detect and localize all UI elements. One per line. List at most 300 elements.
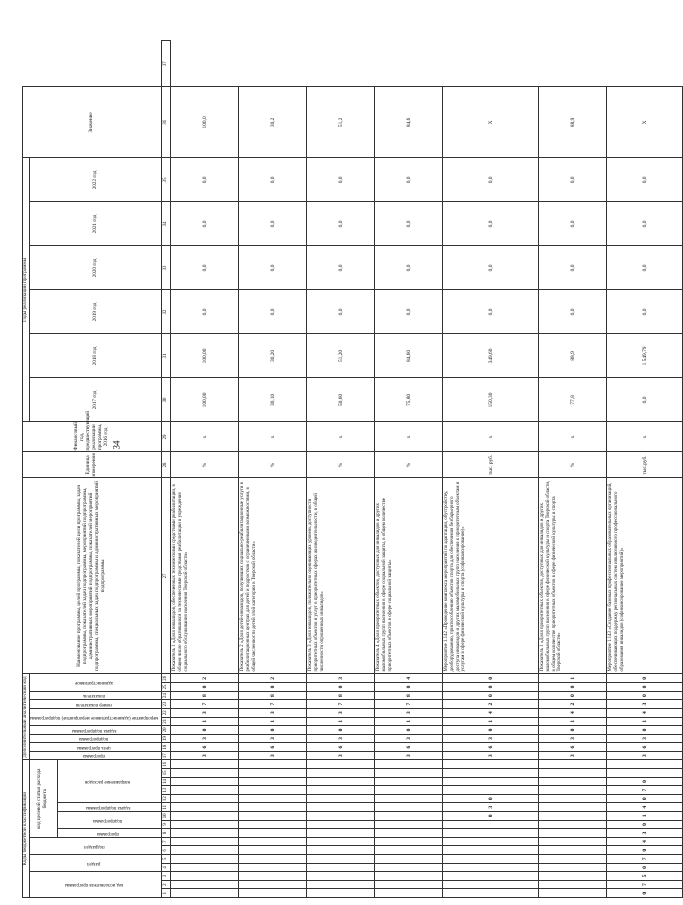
kbk-cell (239, 769, 307, 778)
kbk-cell: 0 (607, 820, 683, 829)
column-index: 28 (162, 452, 171, 478)
kbk-cell (375, 794, 443, 803)
kbk-cell (539, 889, 607, 898)
kbk-cell: 1 (607, 812, 683, 821)
addcode-cell: 0 (539, 691, 607, 700)
kbk-cell (443, 829, 539, 838)
addcode-cell: 0 (443, 674, 539, 683)
kbk-cell (375, 855, 443, 864)
year-value-cell: 1 549,79 (607, 334, 683, 378)
addcode-cell: 0 (375, 683, 443, 692)
addcode-cell: 0 (607, 683, 683, 692)
description-cell: Показатель 1 «Доля приоритетных объектов, доступных для инвалидов и других маломобильных групп населения в сфере физической культуры и спорта Тверской области, в общем количестве приоритетных объектов в сфере физической культуры и спорта Тверской области» (539, 478, 607, 674)
year-value-cell: 75,80 (375, 378, 443, 422)
kbk-cell (239, 820, 307, 829)
program-table (22, 40, 683, 898)
kbk-cell (171, 820, 239, 829)
year-value-cell: 0,0 (607, 378, 683, 422)
column-index: 30 (162, 378, 171, 422)
add-program: программа (29, 751, 161, 760)
years-header: Годы реализации программы (23, 158, 30, 422)
kbk-cell (239, 863, 307, 872)
kbk-cell (239, 889, 307, 898)
addcode-cell: 7 (239, 700, 307, 709)
kbk-cell (239, 872, 307, 881)
kbk-cell (307, 812, 375, 821)
kbk-subsection: подраздел (29, 837, 161, 854)
addcode-cell: 3 (375, 708, 443, 717)
addcode-cell: 0 (607, 726, 683, 735)
column-index: 21 (162, 717, 171, 726)
kbk-cell (171, 769, 239, 778)
fin-year-cell: х (607, 422, 683, 452)
year-value-cell: 88,9 (539, 334, 607, 378)
kbk-cell (239, 846, 307, 855)
addcode-cell: 1 (375, 717, 443, 726)
year-value-cell: 0,0 (607, 246, 683, 290)
final-value-cell: 88,9 (539, 87, 607, 158)
addcode-cell: 4 (607, 708, 683, 717)
final-value-cell: Х (607, 87, 683, 158)
kbk-cell (443, 872, 539, 881)
addcode-cell: 0 (307, 683, 375, 692)
year-value-cell: 0,0 (539, 290, 607, 334)
fin-year-cell: х (171, 422, 239, 452)
column-index: 27 (162, 478, 171, 674)
naming-header: Наименование программы, целей программы, показателей цели программы, задач подпрограммы, показателей задач подпрограммы, мероприятий подпрограммы, административных мероприятий подпрограммы, показателей мероприятий подпрограммы, специальных задач подпрограммы и административных мероприятий подпрограммы (23, 478, 162, 674)
year-value-cell: 0,0 (239, 202, 307, 246)
kbk-cell (375, 812, 443, 821)
year-value-cell: 0,0 (607, 202, 683, 246)
addcode-cell: 0 (171, 683, 239, 692)
addcode-cell: 3 (375, 751, 443, 760)
kbk-cell (539, 820, 607, 829)
year-value-cell: 0,0 (607, 290, 683, 334)
addcode-cell: 3 (307, 751, 375, 760)
kbk-cell (443, 777, 539, 786)
addcode-cell: 0 (307, 726, 375, 735)
addcode-cell: 8 (375, 691, 443, 700)
addcode-cell: 0 (239, 726, 307, 735)
addcode-cell: 0 (375, 726, 443, 735)
year-value-cell: 0,0 (443, 290, 539, 334)
year-value-cell: 51,20 (307, 334, 375, 378)
year-value-cell: 0,0 (239, 290, 307, 334)
addcode-cell: 6 (375, 743, 443, 752)
column-index: 6 (162, 846, 171, 855)
table-row (239, 41, 307, 898)
column-index: 8 (162, 829, 171, 838)
addcode-cell: 6 (607, 743, 683, 752)
kbk-cell: 0 (607, 794, 683, 803)
column-index: 3 (162, 872, 171, 881)
kbk-cell (375, 769, 443, 778)
kbk-cell (239, 829, 307, 838)
kbk-cell (539, 837, 607, 846)
column-index: 29 (162, 422, 171, 452)
kbk-cell (539, 760, 607, 769)
kbk-cell (443, 863, 539, 872)
addcode-cell: 0 (171, 726, 239, 735)
year-value-cell: 0,0 (307, 202, 375, 246)
kbk-program: программа (57, 829, 162, 838)
final-value-cell: 30,2 (239, 87, 307, 158)
kbk-cell (443, 855, 539, 864)
kbk-cell (239, 794, 307, 803)
kbk-cell (539, 855, 607, 864)
kbk-cell (307, 803, 375, 812)
addcode-cell: 7 (375, 700, 443, 709)
addcode-cell: 3 (539, 751, 607, 760)
kbk-cell (171, 855, 239, 864)
addcode-cell: 2 (171, 674, 239, 683)
kbk-executor: код исполнителя программы (29, 872, 161, 898)
year-2022: 2022 год (29, 158, 161, 202)
column-index: 33 (162, 246, 171, 290)
column-index: 20 (162, 726, 171, 735)
description-cell: Показатель 1 «Доля инвалидов, обеспеченных техническими средствами реабилитации, в общем числе обратившихся за техническими средствами реабилитации в учреждения социального обслуживания населения Тверской области» (171, 478, 239, 674)
add-event: мероприятие (административное мероприятие) подпрограммы (29, 708, 161, 725)
addcode-cell: 1 (239, 717, 307, 726)
kbk-cell: 5 (607, 872, 683, 881)
addcode-cell: 3 (239, 751, 307, 760)
unit-cell: % (539, 452, 607, 478)
description-cell: Мероприятие 1.143 «Создание базовых профессиональных образовательных организаций, обеспечивающих поддержку региональных систем инклюзивного профессионального образования инвалидов (софинансирование мероприятий)» (607, 478, 683, 674)
addcode-cell: 0 (443, 726, 539, 735)
kbk-cell (375, 863, 443, 872)
addcode-cell: 3 (307, 674, 375, 683)
year-value-cell: 30,20 (239, 334, 307, 378)
column-index: 23 (162, 700, 171, 709)
addcode-cell: 4 (443, 708, 539, 717)
kbk-cell (171, 794, 239, 803)
addcode-cell: 0 (239, 683, 307, 692)
kbk-header: Коды бюджетной классификации (23, 760, 30, 898)
kbk-cell (307, 872, 375, 881)
final-header: Значение (23, 87, 162, 158)
column-index: 14 (162, 777, 171, 786)
addcode-cell: 0 (607, 691, 683, 700)
column-index: 36 (162, 87, 171, 158)
addcode-cell: 0 (443, 691, 539, 700)
description-cell: Показатель 3 «Доля инвалидов, положительно оценивающих уровень доступности приоритетных объектов и услуг в приоритетных сферах жизнедеятельности, в общей численности опрошенных инвалидов» (307, 478, 375, 674)
addcode-cell: 3 (307, 708, 375, 717)
description-cell: Показатель 2 «Доля детей-инвалидов, получивших социально-реабилитационные услуги в реабилитационных центрах для детей и подростков с ограниченными возможностями, в общей численности детей этой категории в Тверской области» (239, 478, 307, 674)
year-value-cell: 0,0 (375, 290, 443, 334)
addcode-cell: 6 (239, 743, 307, 752)
add-task: задача подпрограммы (29, 726, 161, 735)
column-index: 22 (162, 708, 171, 717)
addcode-cell: 7 (171, 700, 239, 709)
addcode-cell: 1 (539, 674, 607, 683)
kbk-section: раздел (29, 855, 161, 872)
add-indicator: показатель (29, 691, 161, 700)
addcode-cell: 3 (239, 708, 307, 717)
kbk-cell: 7 (607, 855, 683, 864)
year-2021: 2021 год (29, 202, 161, 246)
kbk-cell (307, 846, 375, 855)
table-row (607, 41, 683, 898)
kbk-cell: 4 (607, 803, 683, 812)
addcode-cell: 3 (171, 734, 239, 743)
addcode-cell: 2 (539, 700, 607, 709)
year-value-cell: 349,60 (443, 334, 539, 378)
kbk-cell (239, 812, 307, 821)
kbk-cell (307, 794, 375, 803)
kbk-cell (307, 880, 375, 889)
addcode-cell: 0 (607, 674, 683, 683)
addcode-cell: 3 (171, 751, 239, 760)
unit-cell: тыс.руб. (607, 452, 683, 478)
year-value-cell: 0,0 (539, 202, 607, 246)
unit-header: Единица измерения (23, 452, 162, 478)
column-index: 37 (162, 41, 171, 87)
fin-year-header: Финансовый год, предшествующий реализации программы, 2016 год (23, 422, 162, 452)
unit-cell: тыс. руб. (443, 452, 539, 478)
kbk-cell (607, 760, 683, 769)
kbk-cell: 0 (443, 794, 539, 803)
year-value-cell: 0,0 (443, 202, 539, 246)
description-cell: Мероприятие 1.142 «Проведение комплекса мероприятий по адаптации, обустройству, дооборудованию, приспособлению объектов спорта для обеспечения безбарьерного доступа инвалидов и других маломобильных групп населения к приоритетным объектам и услугам в сфере физической культуры и спорта (софинансирование)» (443, 478, 539, 674)
addcode-cell: 0 (539, 726, 607, 735)
addcode-cell: 3 (307, 734, 375, 743)
final-value-cell: Х (443, 87, 539, 158)
kbk-cell: 3 (443, 803, 539, 812)
addcode-cell: 3 (171, 708, 239, 717)
unit-cell: % (375, 452, 443, 478)
year-2018: 2018 год (29, 334, 161, 378)
kbk-cell (375, 880, 443, 889)
description-cell: Показатель 4 «Доля приоритетных объектов, доступных для инвалидов и других маломобильных групп населения в сфере социальной защиты, в общем количестве приоритетных объектов в сфере социальной защиты» (375, 478, 443, 674)
kbk-cell: 7 (607, 880, 683, 889)
year-value-cell: 0,0 (307, 158, 375, 202)
kbk-cell (443, 820, 539, 829)
column-index: 9 (162, 820, 171, 829)
addcode-cell: 6 (443, 743, 539, 752)
year-value-cell: 0,0 (307, 290, 375, 334)
addcode-cell: 3 (607, 734, 683, 743)
kbk-cell (239, 855, 307, 864)
add-admin: административное (29, 674, 161, 691)
year-2020: 2020 год (29, 246, 161, 290)
year-value-cell: 100,00 (171, 334, 239, 378)
addcode-cell: 8 (307, 691, 375, 700)
fin-year-cell: х (239, 422, 307, 452)
kbk-cell (443, 889, 539, 898)
kbk-cell (539, 846, 607, 855)
column-index: 34 (162, 202, 171, 246)
column-index: 15 (162, 769, 171, 778)
kbk-cell (239, 837, 307, 846)
kbk-cell (307, 855, 375, 864)
kbk-cell (375, 777, 443, 786)
addcode-cell: 8 (171, 691, 239, 700)
kbk-cell (239, 777, 307, 786)
addcode-cell: 3 (539, 734, 607, 743)
year-value-cell: 0,0 (171, 290, 239, 334)
column-index: 26 (162, 674, 171, 683)
kbk-cell: 0 (607, 889, 683, 898)
kbk-cell (539, 812, 607, 821)
addcode-cell: 1 (443, 717, 539, 726)
column-index: 1 (162, 889, 171, 898)
kbk-cell (171, 889, 239, 898)
kbk-cell (539, 880, 607, 889)
kbk-cell (375, 889, 443, 898)
addcode-cell: 1 (607, 717, 683, 726)
year-value-cell: 0,0 (239, 246, 307, 290)
kbk-cell (171, 786, 239, 795)
unit-cell: % (307, 452, 375, 478)
year-value-cell: 0,0 (375, 202, 443, 246)
year-value-cell: 30,10 (239, 378, 307, 422)
kbk-cell (171, 777, 239, 786)
kbk-cell (443, 760, 539, 769)
kbk-direction: направление расходов (57, 760, 162, 803)
addcode-cell: 1 (171, 717, 239, 726)
addcode-cell: 3 (607, 751, 683, 760)
kbk-cell (171, 846, 239, 855)
kbk-cell (307, 769, 375, 778)
kbk-cell (239, 786, 307, 795)
year-2019: 2019 год (29, 290, 161, 334)
kbk-cell (375, 820, 443, 829)
addcode-cell: 6 (539, 743, 607, 752)
kbk-cell (539, 872, 607, 881)
year-value-cell: 77,8 (539, 378, 607, 422)
year-value-cell: 0,0 (375, 158, 443, 202)
kbk-cell (171, 803, 239, 812)
column-index: 19 (162, 734, 171, 743)
kbk-cell (307, 777, 375, 786)
kbk-cell (171, 812, 239, 821)
final-value-cell: 100,0 (171, 87, 239, 158)
year-value-cell: 100,00 (171, 378, 239, 422)
table-row (443, 41, 539, 898)
kbk-cell (539, 863, 607, 872)
kbk-cell: 0 (607, 777, 683, 786)
column-index: 31 (162, 334, 171, 378)
year-value-cell: 0,0 (171, 158, 239, 202)
kbk-cell (307, 820, 375, 829)
add-goal: цель программы (29, 743, 161, 752)
column-index: 13 (162, 786, 171, 795)
column-index: 12 (162, 794, 171, 803)
table-row (539, 41, 607, 898)
kbk-cell (239, 803, 307, 812)
column-index: 17 (162, 751, 171, 760)
addcode-cell: 1 (307, 717, 375, 726)
kbk-cell (307, 837, 375, 846)
kbk-cell (539, 769, 607, 778)
kbk-cell (443, 769, 539, 778)
kbk-cell (171, 863, 239, 872)
kbk-cell (375, 829, 443, 838)
kbk-cell (607, 769, 683, 778)
year-value-cell: 0,0 (307, 246, 375, 290)
addcode-cell: 1 (539, 717, 607, 726)
column-index: 25 (162, 683, 171, 692)
kbk-cell (239, 760, 307, 769)
column-index: 2 (162, 880, 171, 889)
addcode-cell: 8 (239, 691, 307, 700)
addcode-cell: 3 (443, 751, 539, 760)
column-index: 5 (162, 855, 171, 864)
kbk-cell: 0 (443, 812, 539, 821)
kbk-cell (307, 889, 375, 898)
kbk-cell (307, 786, 375, 795)
addcode-cell: 3 (443, 734, 539, 743)
addcode-cell: 3 (239, 734, 307, 743)
year-2017: 2017 год (29, 378, 161, 422)
add-subprogram: подпрограмма (29, 734, 161, 743)
addcode-cell: 0 (539, 683, 607, 692)
addcode-cell: 2 (239, 674, 307, 683)
kbk-subprogram: подпрограмма (57, 812, 162, 829)
final-value-cell: 84,6 (375, 87, 443, 158)
table-row (171, 41, 239, 898)
addcode-header: Дополнительный аналитический код (23, 674, 30, 760)
kbk-cell: 3 (607, 829, 683, 838)
kbk-cell (539, 786, 607, 795)
kbk-cell (539, 803, 607, 812)
kbk-cell: 7 (607, 786, 683, 795)
kbk-cell (171, 829, 239, 838)
add-indicator-no: номер показателя (29, 700, 161, 709)
kbk-cell (307, 863, 375, 872)
year-value-cell: 0,0 (171, 246, 239, 290)
year-value-cell: 0,0 (539, 246, 607, 290)
addcode-cell: 4 (375, 674, 443, 683)
kbk-cell (307, 760, 375, 769)
year-value-cell: 50,60 (307, 378, 375, 422)
addcode-cell: 7 (307, 700, 375, 709)
year-value-cell: 0,0 (375, 246, 443, 290)
kbk-cell (443, 786, 539, 795)
column-index: 4 (162, 863, 171, 872)
addcode-cell: 2 (443, 700, 539, 709)
year-value-cell: 150,30 (443, 378, 539, 422)
column-index: 16 (162, 760, 171, 769)
kbk-cell (375, 786, 443, 795)
year-value-cell: 0,0 (607, 158, 683, 202)
addcode-cell: 3 (375, 734, 443, 743)
fin-year-cell: х (443, 422, 539, 452)
kbk-cell: 0 (607, 846, 683, 855)
kbk-cell (171, 872, 239, 881)
column-index: 7 (162, 837, 171, 846)
table-row (375, 41, 443, 898)
year-value-cell: 84,60 (375, 334, 443, 378)
kbk-task: задача подпрограммы (57, 803, 162, 812)
kbk-cell (443, 880, 539, 889)
kbk-cell: 4 (607, 837, 683, 846)
kbk-cell (443, 846, 539, 855)
page-number: 34 (111, 440, 122, 450)
year-value-cell: 0,0 (171, 202, 239, 246)
column-index: 10 (162, 812, 171, 821)
kbk-cell (375, 872, 443, 881)
kbk-cell (539, 794, 607, 803)
addcode-cell: 0 (443, 683, 539, 692)
kbk-cell: 0 (607, 863, 683, 872)
addcode-cell: 6 (307, 743, 375, 752)
year-value-cell: 0,0 (539, 158, 607, 202)
kbk-cell (539, 829, 607, 838)
fin-year-cell: х (307, 422, 375, 452)
final-value-cell: 51,2 (307, 87, 375, 158)
year-value-cell: 0,0 (443, 158, 539, 202)
